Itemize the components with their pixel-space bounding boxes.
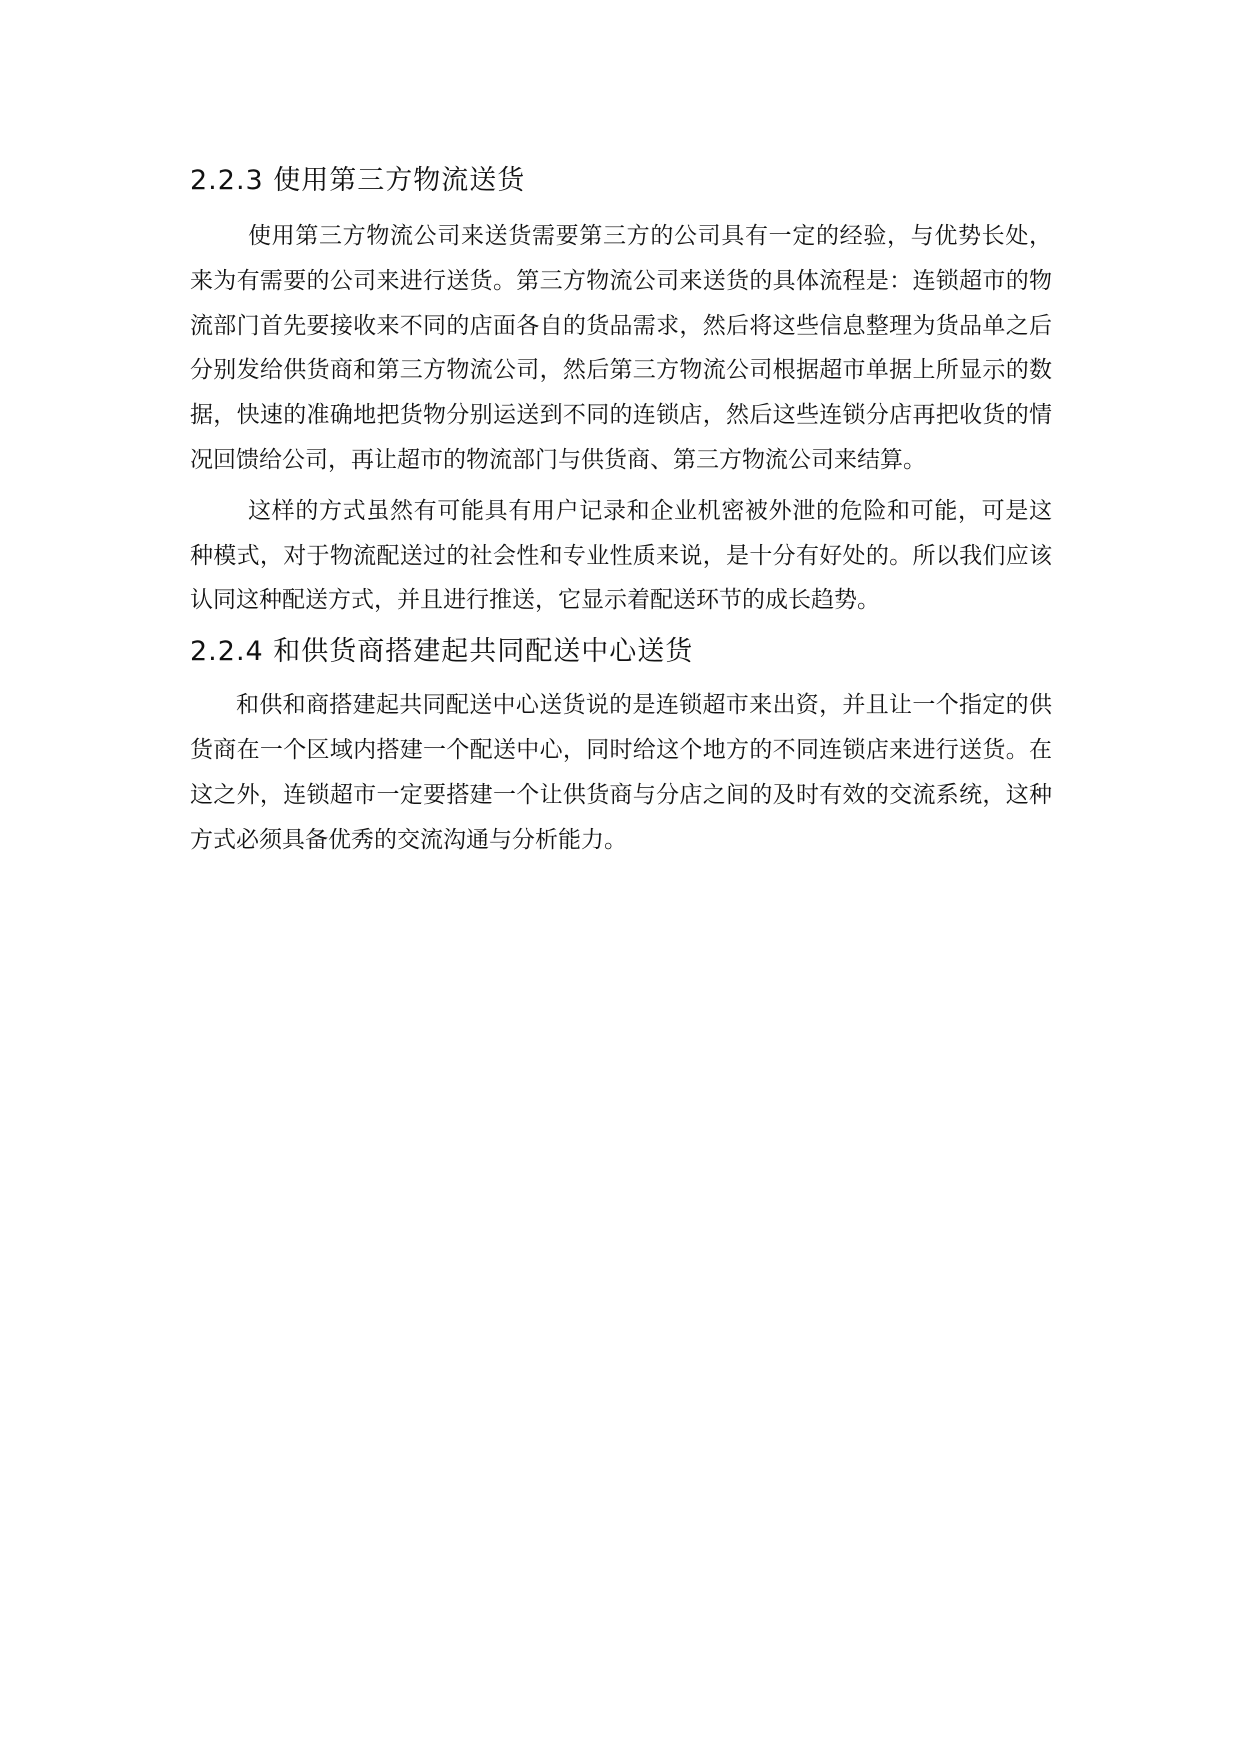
section-heading-2-2-3: 2.2.3 使用第三方物流送货 bbox=[190, 165, 526, 196]
paragraph-joint-distribution-center: 和供和商搭建起共同配送中心送货说的是连锁超市来出资，并且让一个指定的供货商在一个区域内搭建一个配送中心，同时给这个地方的不同连锁店来进行送货。在这之外，连锁超市一定要搭建一个让供货商与分店之间的及时有效的交流系统，这种方式必须具备优秀的交流沟通与分析能力。 bbox=[190, 692, 1052, 853]
paragraph-third-party-logistics-assessment: 这样的方式虽然有可能具有用户记录和企业机密被外泄的危险和可能，可是这种模式，对于物流配送过的社会性和专业性质来说，是十分有好处的。所以我们应该认同这种配送方式，并且进行推送，它显示着配送环节的成长趋势。 bbox=[190, 497, 1052, 614]
section-heading-2-2-4: 2.2.4 和供货商搭建起共同配送中心送货 bbox=[190, 636, 694, 668]
document-body bbox=[190, 160, 1052, 862]
paragraph-third-party-logistics-process: 使用第三方物流公司来送货需要第三方的公司具有一定的经验，与优势长处，来为有需要的公司来进行送货。第三方物流公司来送货的具体流程是：连锁超市的物流部门首先要接收来不同的店面各自的货品需求，然后将这些信息整理为货品单之后分别发给供货商和第三方物流公司，然后第三方物流公司根据超市单据上所显示的数据，快速的准确地把货物分别运送到不同的连锁店，然后这些连锁分店再把收货的情况回馈给公司，再让超市的物流部门与供货商、第三方物流公司来结算。 bbox=[190, 223, 1052, 473]
